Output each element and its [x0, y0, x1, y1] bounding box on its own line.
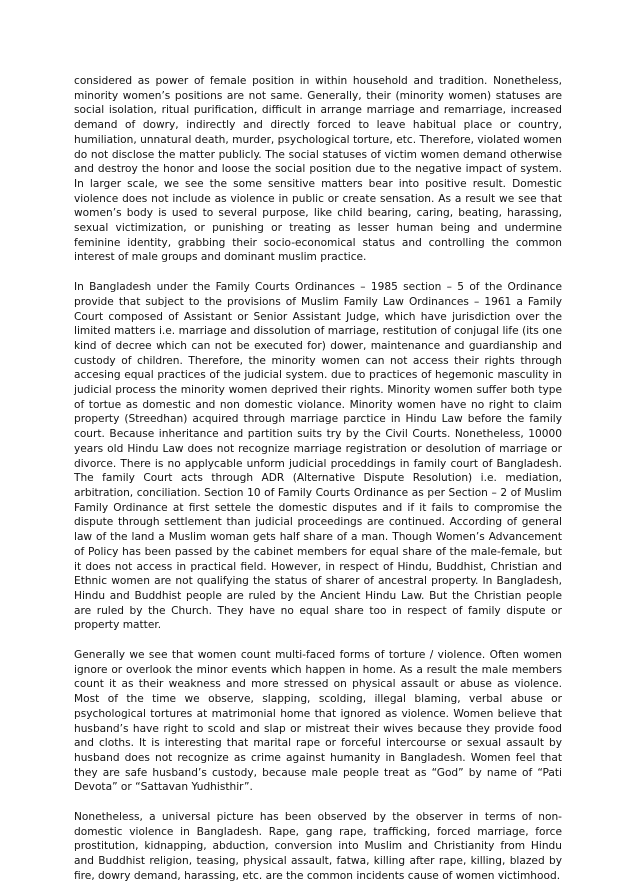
- paragraph-forms-of-violence: Generally we see that women count multi-faced forms of torture / violence. Often women ignore or overlook the minor events which happen in home. As a result the male members count it as their weakness and more stressed on physical assault or abuse as violence. Most of the time we observe, slapping, scolding, illegal blaming, verbal abuse or psychological tortures at matrimonial home that ignored as violence. Women believe that husband’s have right to scold and slap or mistreat their wives because they provide food and cloths. It is interesting that marital rape or forceful intercourse or sexual assault by husband does not recognize as crime against humanity in Bangladesh. Women feel that they are safe husband’s custody, because male people treat as “God” by name of “Pati Devota” or “Sattavan Yudhisthir”.: [74, 649, 562, 794]
- paragraph-family-courts-ordinance: In Bangladesh under the Family Courts Ordinances – 1985 section – 5 of the Ordinance provide that subject to the provisions of Muslim Family Law Ordinances – 1961 a Family Court composed of Assistant or Senior Assistant Judge, which have jurisdiction over the limited matters i.e. marriage and dissolution of marriage, restitution of conjugal life (its one kind of decree which can not be executed for) dower, maintenance and guardianship and custody of children. Therefore, the minority women can not access their rights through accesing equal practices of the judicial system. due to practices of hegemonic masculity in judicial process the minority women deprived their rights. Minority women suffer both type of tortue as domestic and non domestic violance. Minority women have no right to claim property (Streedhan) acquired through marriage parctice in Hindu Law before the family court. Because inheritance and partition suits try by the Civil Courts. Nonetheless, 10000 years old Hindu Law does not recognize marriage registration or desolution of marriage or divorce. There is no applycable unform judicial proceddings in family court of Bangladesh. The family Court acts through ADR (Alternative Dispute Resolution) i.e. mediation, arbitration, conciliation. Section 10 of Family Courts Ordinance as per Section – 2 of Muslim Family Ordinance at first settele the domestic disputes and if it fails to compromise the dispute through settlement than judicial proceedings are continued. According of general law of the land a Muslim woman gets half share of a man. Though Women’s Advancement of Policy has been passed by the cabinet members for equal share of the male-female, but it does not access in practical field. However, in respect of Hindu, Buddhist, Christian and Ethnic women are not qualifying the status of sharer of ancestral property. In Bangladesh, Hindu and Buddhist people are ruled by the Ancient Hindu Law. But the Christian people are ruled by the Church. They have no equal share too in respect of family dispute or property matter.: [74, 281, 562, 632]
- document-page: [74, 74, 562, 884]
- paragraph-non-domestic-violence: Nonetheless, a universal picture has been observed by the observer in terms of non-domestic violence in Bangladesh. Rape, gang rape, trafficking, forced marriage, force prostitution, kidnapping, abduction, conversion into Muslim and Christianity from Hindu and Buddhist religion, teasing, physical assault, fatwa, killing after rape, killing, blazed by fire, dowry demand, harassing, etc. are the common incidents cause of women victimhood.: [74, 811, 562, 882]
- paragraph-minority-women-status: considered as power of female position in within household and tradition. Nonetheless, minority women’s positions are not same. Generally, their (minority women) statuses are social isolation, ritual purification, difficult in arrange marriage and remarriage, increased demand of dowry, indirectly and directly forced to leave habitual place or country, humiliation, unnatural death, murder, psychological torture, etc. Therefore, violated women do not disclose the matter publicly. The social statuses of victim women demand otherwise and destroy the honor and loose the social position due to the negative impact of system. In larger scale, we see the some sensitive matters bear into positive result. Domestic violence does not include as violence in public or create sensation. As a result we see that women’s body is used to several purpose, like child bearing, caring, beating, harassing, sexual victimization, or punishing or treating as lesser human being and undermine feminine identity, grabbing their socio-economical status and controlling the common interest of male groups and dominant muslim practice.: [74, 75, 562, 264]
